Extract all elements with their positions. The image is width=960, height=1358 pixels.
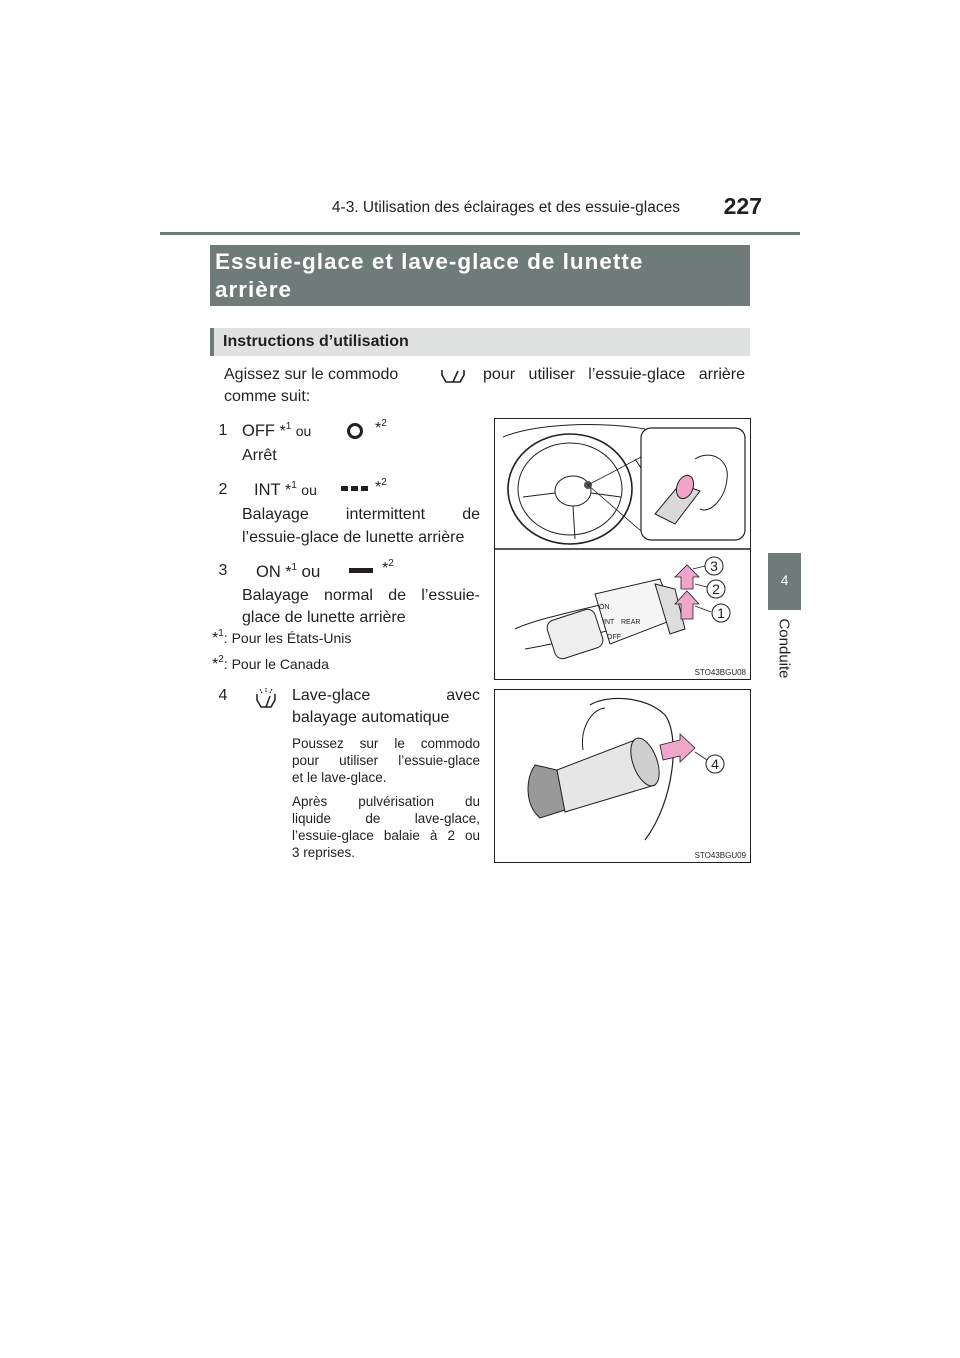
footnote-star: * — [212, 656, 219, 673]
callout-1: 1 — [717, 605, 725, 621]
position-label: INT — [254, 481, 281, 499]
text-line: l’essuie-glace balaie à 2 ou — [292, 828, 480, 843]
footnote-star: * — [285, 482, 292, 499]
figure-wiper-lever — [494, 418, 751, 680]
footnote-mark: 1 — [218, 628, 224, 639]
figure-washer-push — [494, 689, 751, 863]
item-1-canada-mark — [375, 420, 387, 438]
page-title-line2: arrière — [215, 277, 293, 302]
subsection-title: Instructions d’utilisation — [223, 333, 409, 350]
figure-illustration — [495, 419, 750, 679]
int-dashes-icon — [340, 484, 370, 494]
footnote-text: : Pour les États-Unis — [223, 630, 352, 646]
ou-text: ou — [301, 482, 317, 498]
footnote-mark: 2 — [381, 477, 387, 488]
item-4-title-line1: Lave-glace avec — [292, 687, 480, 704]
rear-wiper-icon — [438, 366, 468, 386]
on-bar-icon — [348, 566, 374, 576]
figure-illustration — [495, 690, 750, 862]
lever-label-int: INT — [603, 619, 615, 626]
item-number: 4 — [218, 687, 228, 704]
callout-4: 4 — [711, 756, 719, 772]
callout-3: 3 — [710, 558, 718, 574]
footnote-text: : Pour le Canada — [223, 656, 329, 672]
footnote-star: * — [382, 560, 389, 577]
washer-icon — [254, 686, 278, 710]
footnote-canada — [212, 656, 329, 674]
position-label: OFF — [242, 422, 275, 440]
text-line: 3 reprises. — [292, 845, 356, 860]
item-4-paragraph-2 — [292, 793, 480, 861]
footnote-mark: 2 — [388, 558, 394, 569]
section-title: 4-3. Utilisation des éclairages et des essuie-glaces — [331, 199, 680, 216]
intro-text-end: pour utiliser l’essuie-glace arrière — [483, 366, 745, 383]
chapter-number: 4 — [780, 572, 789, 588]
lever-label-rear: REAR — [621, 619, 641, 626]
callout-2: 2 — [712, 581, 720, 597]
item-number: 2 — [218, 481, 228, 498]
text-line: liquide de lave-glace, — [292, 811, 480, 826]
text-line: Poussez sur le commodo — [292, 736, 480, 751]
position-label: ON — [256, 563, 281, 581]
item-3-heading — [256, 562, 320, 582]
footnote-star: * — [212, 630, 219, 647]
item-number: 3 — [218, 562, 228, 579]
footnote-mark: 1 — [285, 421, 292, 432]
item-2-description-line1: Balayage intermittent de — [242, 506, 480, 523]
lever-label-off: OFF — [607, 634, 621, 641]
chapter-label: Conduite — [775, 618, 793, 679]
footnote-star: * — [285, 564, 292, 581]
ou-text: ou — [295, 423, 312, 439]
footnote-mark: 2 — [381, 418, 387, 429]
item-3-description-line2: glace de lunette arrière — [242, 609, 406, 626]
off-ring-icon — [345, 422, 365, 440]
item-3-description-line1: Balayage normal de l’essuie- — [242, 587, 480, 604]
footnote-mark: 1 — [291, 562, 297, 573]
item-4-paragraph-1 — [292, 735, 480, 786]
item-4-title-line2: balayage automatique — [292, 709, 450, 726]
footnote-star: * — [375, 420, 382, 437]
item-3-canada-mark — [382, 560, 394, 578]
footnote-star: * — [375, 479, 382, 496]
figure-code: STO43BGU09 — [694, 851, 746, 860]
ou-text: ou — [301, 562, 321, 581]
item-number: 1 — [218, 422, 228, 439]
text-line: pour utiliser l’essuie-glace — [292, 753, 480, 768]
figure-code: STO43BGU08 — [694, 668, 746, 677]
text-line: Après pulvérisation du — [292, 794, 480, 809]
item-2-canada-mark — [375, 479, 387, 497]
footnote-star: * — [279, 423, 286, 440]
page-title-line1: Essuie-glace et lave-glace de lunette — [215, 249, 644, 274]
intro-text-line2: comme suit: — [224, 388, 311, 405]
item-2-heading — [254, 481, 317, 500]
footnote-usa — [212, 630, 351, 648]
footnote-mark: 2 — [218, 654, 224, 665]
lever-label-on: ON — [599, 604, 610, 611]
page-title — [215, 248, 735, 304]
item-1-heading — [242, 422, 311, 441]
footnote-mark: 1 — [291, 480, 297, 491]
item-1-description: Arrêt — [242, 447, 277, 464]
intro-text-start: Agissez sur le commodo — [224, 366, 399, 383]
text-line: et le lave-glace. — [292, 770, 387, 785]
header-rule — [160, 232, 800, 235]
page-number: 227 — [723, 193, 762, 219]
item-2-description-line2: l’essuie-glace de lunette arrière — [242, 529, 465, 546]
